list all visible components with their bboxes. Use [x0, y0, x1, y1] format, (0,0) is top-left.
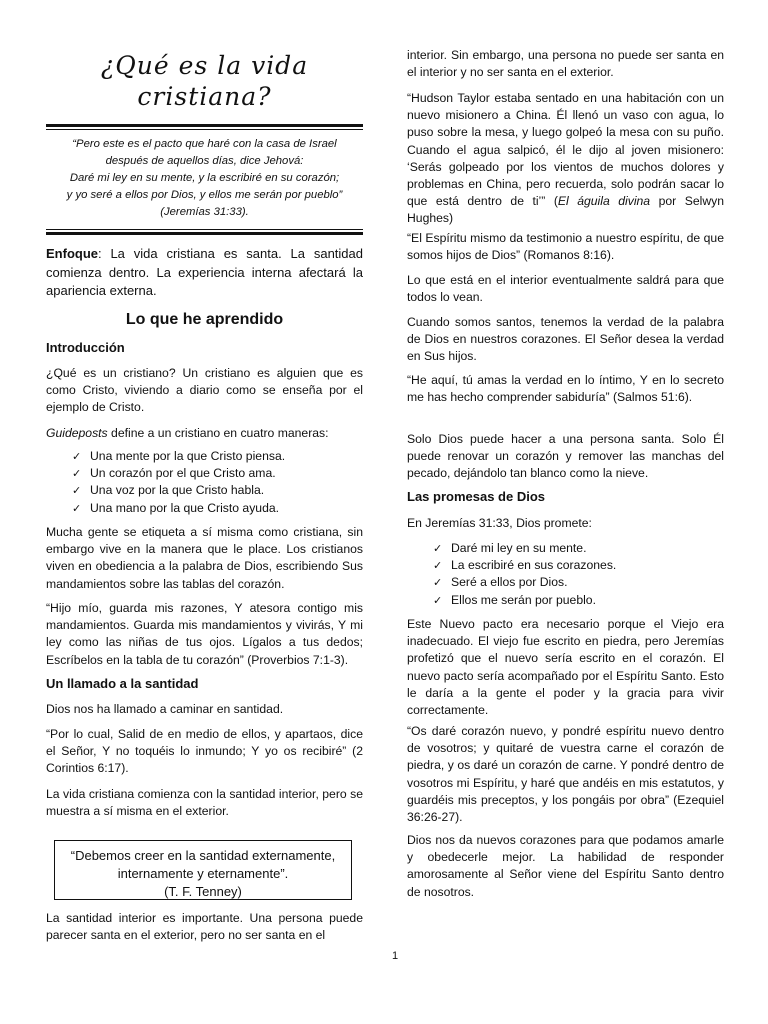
- heading-llamado-santidad: Un llamado a la santidad: [46, 676, 199, 691]
- epigraph-rule-thick: [46, 232, 363, 235]
- quote-attribution: (T. F. Tenney): [164, 884, 242, 899]
- check-icon: ✓: [433, 559, 443, 573]
- focus-paragraph: [46, 245, 363, 301]
- title-line-1: ¿Qué es la vida: [100, 51, 309, 80]
- right-paragraph-9: Este Nuevo pacto era necesario porque el Viejo era inadecuado. El viejo fue escrito en piedra, pero Jeremías profetizó que el nuevo sería escrito en el corazón. El nuevo pacto sería acompañado por el Espíritu Santo. Esto le daría a la gente el poder y la gracia para vivir correctamente.: [407, 617, 724, 718]
- right-paragraph-7: Solo Dios puede hacer a una persona santa. Solo Él puede renovar un corazón y remover las manchas del pecado, dejándolo tan blanco como la nieve.: [407, 432, 724, 481]
- list-item-text: Una voz por la que Cristo habla.: [90, 483, 265, 498]
- intro-paragraph-2-text: define a un cristiano en cuatro maneras:: [107, 426, 329, 440]
- right-paragraph-11: Dios nos da nuevos corazones para que podamos amarle y obedecerle mejor. La habilidad de responder amorosamente al Señor viene del Espíritu Santo dentro de nosotros.: [407, 833, 724, 899]
- epigraph-line: Daré mi ley en su mente, y la escribiré en su corazón;: [69, 172, 340, 184]
- book-author: por Selwyn Hughes): [407, 194, 724, 226]
- intro-paragraph-3: Mucha gente se etiqueta a sí misma como cristiana, sin embargo vive en la manera que le place. Los cristianos viven en obediencia a la palabra de Dios, escribiendo Sus mandamientos sobre las tablas del corazón.: [46, 525, 363, 591]
- intro-paragraph-1: ¿Qué es un cristiano? Un cristiano es alguien que es como Cristo, viviendo a diario como se enseña por el ejemplo de Cristo.: [46, 366, 363, 415]
- heading-introduccion: Introducción: [46, 340, 125, 355]
- list-item-text: Seré a ellos por Dios.: [451, 575, 568, 590]
- quote-line: internamente y eternamente”.: [117, 866, 289, 881]
- list-item: [433, 540, 723, 557]
- list-item: [433, 592, 723, 609]
- list-item-text: Daré mi ley en su mente.: [451, 541, 587, 555]
- focus-label: Enfoque: [46, 246, 98, 261]
- epigraph-rule-thin: [46, 229, 363, 230]
- list-item: [433, 574, 723, 591]
- holiness-paragraph-1: Dios nos ha llamado a caminar en santidad.: [46, 702, 284, 716]
- epigraph-line: y yo seré a ellos por Dios, y ellos me serán por pueblo”: [66, 189, 343, 201]
- check-icon: ✓: [433, 593, 443, 607]
- check-icon: ✓: [72, 484, 82, 498]
- list-item: [72, 465, 362, 482]
- epigraph-reference: (Jeremías 31:33).: [160, 206, 249, 218]
- list-item-text: La escribiré en sus corazones.: [451, 558, 617, 573]
- page-number: 1: [392, 950, 399, 962]
- holiness-paragraph-4: La santidad interior es importante. Una persona puede parecer santa en el exterior, pero no ser santa en el: [46, 911, 363, 943]
- list-item: [72, 482, 362, 499]
- title-line-2: cristiana?: [137, 82, 272, 111]
- document-title: [46, 50, 363, 112]
- title-rule-thick: [46, 124, 363, 127]
- hudson-taylor-text: “Hudson Taylor estaba sentado en una habitación con un nuevo misionero a China. Él llenó un vaso con agua, lo puso sobre la mesa, y luego golpeó la mesa con su puño. Cuando el agua salpicó, él le dijo al joven misionero: ‘Serás golpeado por los vientos de muchos dolores y problemas en China, pero recuerda, solo podrán sacar lo que está dentro de ti’” (: [407, 91, 724, 209]
- list-item-text: Una mano por la que Cristo ayuda.: [90, 500, 280, 515]
- source-guideposts: Guideposts: [46, 426, 108, 440]
- right-paragraph-6: “He aquí, tú amas la verdad en lo íntimo, Y en lo secreto me has hecho comprender sabiduría” (Salmos 51:6).: [407, 373, 724, 405]
- check-icon: ✓: [72, 467, 82, 481]
- list-item-text: Un corazón por el que Cristo ama.: [90, 466, 276, 481]
- right-paragraph-1: interior. Sin embargo, una persona no puede ser santa en el interior y no ser santa en el exterior.: [407, 48, 724, 80]
- tenney-quote-box: [54, 840, 352, 900]
- hudson-taylor-paragraph: [407, 90, 724, 228]
- right-paragraph-4: Lo que está en el interior eventualmente saldrá para que todos lo vean.: [407, 273, 724, 305]
- ezequiel-paragraph: “Os daré corazón nuevo, y pondré espíritu nuevo dentro de vosotros; y quitaré de vuestra carne el corazón de piedra, y os daré un corazón de carne. Y pondré dentro de vosotros mi Espíritu, y haré que andéis en mis estatutos, y guardéis mis preceptos, y los pongáis por obra” (Ezequiel 36:26-27).: [407, 724, 724, 825]
- book-title: El águila divina: [557, 194, 651, 209]
- epigraph: [46, 136, 363, 221]
- intro-paragraph-4: “Hijo mío, guarda mis razones, Y atesora contigo mis mandamientos. Guarda mis mandamientos y vivirás, Y mi ley como las niñas de tus ojos. Lígalos a tus dedos; Escríbelos en la tabla de tu corazón” (Proverbios 7:1-3).: [46, 601, 363, 667]
- list-item-text: Una mente por la que Cristo piensa.: [90, 449, 286, 463]
- heading-lo-que-he-aprendido: Lo que he aprendido: [125, 311, 284, 328]
- check-icon: ✓: [72, 501, 82, 515]
- epigraph-line: “Pero este es el pacto que haré con la casa de Israel: [72, 138, 337, 150]
- list-item: [72, 448, 362, 465]
- list-item: [72, 500, 362, 517]
- quote-line: “Debemos creer en la santidad externamente,: [70, 848, 336, 863]
- check-icon: ✓: [72, 450, 82, 463]
- holiness-paragraph-2: “Por lo cual, Salid de en medio de ellos, y apartaos, dice el Señor, Y no toquéis lo inmundo; Y yo os recibiré” (2 Corintios 6:17).: [46, 727, 363, 776]
- heading-promesas-de-dios: Las promesas de Dios: [407, 489, 545, 504]
- title-rule-thin: [46, 129, 363, 130]
- right-paragraph-8: En Jeremías 31:33, Dios promete:: [407, 516, 592, 530]
- right-paragraph-3: “El Espíritu mismo da testimonio a nuestro espíritu, de que somos hijos de Dios” (Romanos 8:16).: [407, 231, 724, 263]
- list-item-text: Ellos me serán por pueblo.: [451, 592, 596, 607]
- list-item: [433, 557, 723, 574]
- check-icon: ✓: [433, 576, 443, 590]
- holiness-paragraph-3: La vida cristiana comienza con la santidad interior, pero se muestra a sí misma en el exterior.: [46, 787, 363, 819]
- focus-text: : La vida cristiana es santa. La santidad comienza dentro. La experiencia interna afectará la apariencia externa.: [46, 246, 363, 298]
- check-icon: ✓: [433, 542, 443, 555]
- promesas-list: [433, 540, 723, 609]
- intro-paragraph-2: [46, 425, 363, 442]
- epigraph-line: después de aquellos días, dice Jehová:: [105, 155, 304, 167]
- cristiano-list: [72, 448, 362, 517]
- right-paragraph-5: Cuando somos santos, tenemos la verdad de la palabra de Dios en nuestros corazones. El Señor desea la verdad en Sus hijos.: [407, 315, 724, 364]
